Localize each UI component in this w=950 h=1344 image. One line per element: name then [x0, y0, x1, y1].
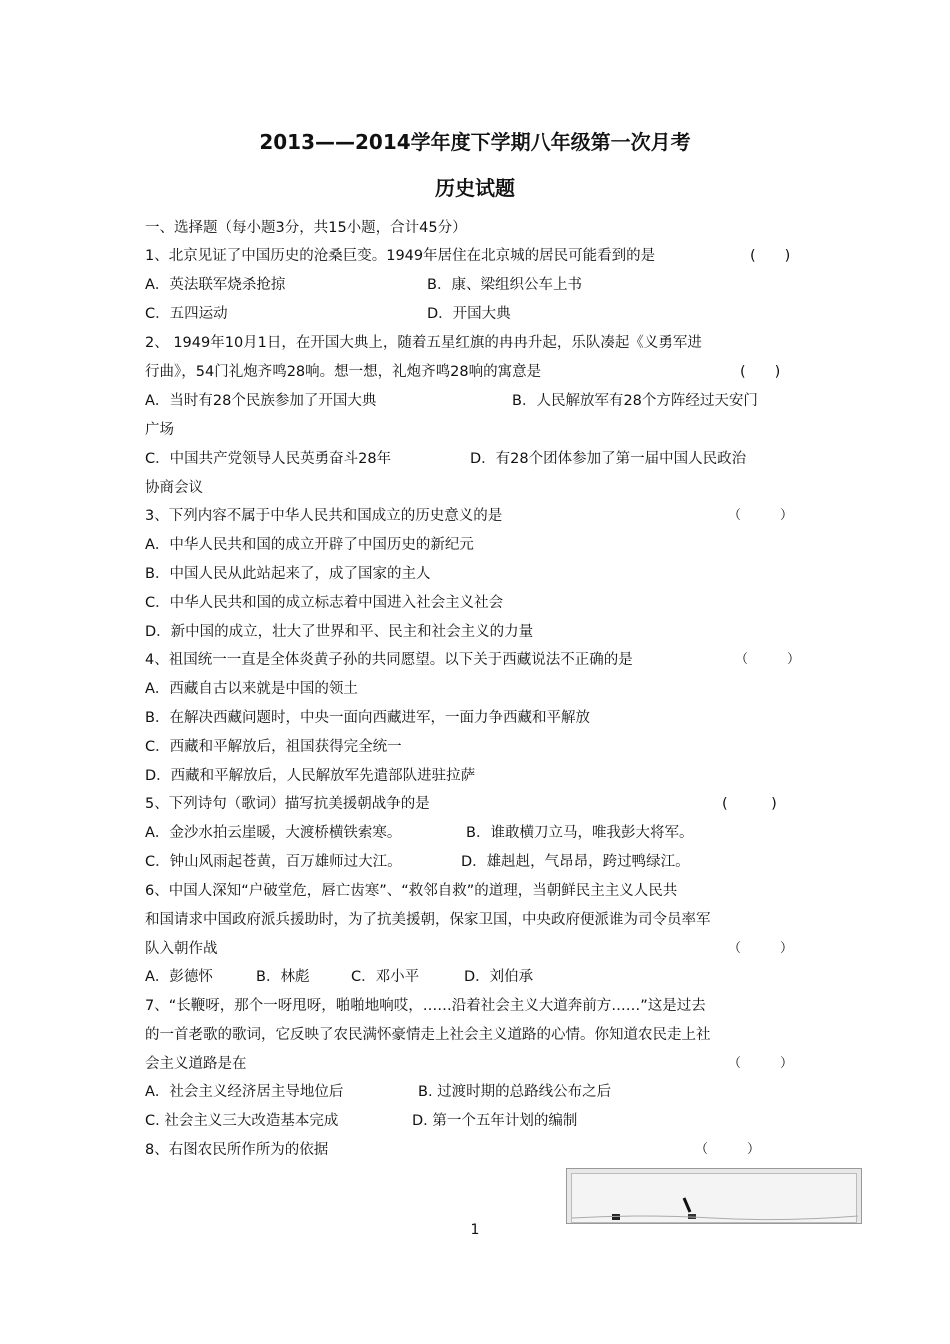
q4-option-a: A．西藏自古以来就是中国的领土	[145, 681, 358, 697]
exam-title-line1: 2013——2014学年度下学期八年级第一次月考	[259, 130, 691, 154]
q3-option-a: A．中华人民共和国的成立开辟了中国历史的新纪元	[145, 537, 474, 553]
q2-option-c: C．中国共产党领导人民英勇奋斗28年	[145, 451, 392, 467]
q7-stem-line2: 的一首老歌的歌词，它反映了农民满怀豪情走上社会主义道路的心情。你知道农民走上社	[145, 1027, 711, 1043]
q1-option-c: C．五四运动	[145, 306, 228, 322]
q4-option-c: C．西藏和平解放后，祖国获得完全统一	[145, 739, 402, 755]
q2-option-d: D．有28个团体参加了第一届中国人民政治	[470, 451, 747, 467]
q8-answer-paren: （ ）	[695, 1142, 761, 1157]
q2-stem-line2: 行曲》，54门礼炮齐鸣28响。想一想，礼炮齐鸣28响的寓意是	[145, 364, 542, 380]
q7-stem-line3: 会主义道路是在	[145, 1056, 247, 1072]
q1-option-a: A．英法联军烧杀抢掠	[145, 277, 286, 293]
section-heading: 一、选择题（每小题3分，共15小题，合计45分）	[145, 220, 467, 236]
exam-title-line2: 历史试题	[435, 176, 515, 200]
figure-stroke	[684, 1198, 690, 1212]
q2-option-b: B．人民解放军有28个方阵经过天安门	[512, 393, 758, 409]
q3-answer-paren: （ ）	[728, 508, 794, 523]
q4-stem: 4、祖国统一一直是全体炎黄子孙的共同愿望。以下关于西藏说法不正确的是	[145, 652, 633, 668]
q5-stem: 5、下列诗句（歌词）描写抗美援朝战争的是	[145, 796, 430, 812]
q5-option-c: C．钟山风雨起苍黄，百万雄师过大江。	[145, 854, 402, 870]
q6-option-a: A．彭德怀	[145, 969, 213, 985]
page-number: 1	[470, 1222, 480, 1238]
q4-answer-paren: （ ）	[735, 652, 801, 667]
q8-illustration	[566, 1168, 862, 1224]
q5-option-b: B．谁敢横刀立马，唯我彭大将军。	[466, 825, 694, 841]
q6-answer-paren: （ ）	[728, 941, 794, 956]
q3-option-c: C．中华人民共和国的成立标志着中国进入社会主义社会	[145, 595, 504, 611]
q7-option-c: C. 社会主义三大改造基本完成	[145, 1113, 339, 1129]
q7-option-b: B. 过渡时期的总路线公布之后	[418, 1084, 612, 1100]
q7-option-a: A．社会主义经济居主导地位后	[145, 1084, 344, 1100]
figure-figure-left	[612, 1214, 620, 1220]
q6-option-c: C．邓小平	[351, 969, 420, 985]
q7-stem-line1: 7、“长鞭呀，那个一呀甩呀，啪啪地响哎，……沿着社会主义大道奔前方……”这是过去	[145, 998, 706, 1014]
q6-stem-line2: 和国请求中国政府派兵援助时，为了抗美援朝，保家卫国，中央政府便派谁为司令员率军	[145, 912, 711, 928]
q7-option-d: D. 第一个五年计划的编制	[412, 1113, 578, 1129]
q2-option-b-cont: 广场	[145, 422, 174, 438]
q1-answer-paren: ( )	[750, 248, 791, 264]
q2-stem-line1: 2、 1949年10月1日，在开国大典上，随着五星红旗的冉冉升起，乐队凑起《义勇军进	[145, 335, 702, 351]
q2-option-a: A．当时有28个民族参加了开国大典	[145, 393, 377, 409]
q1-option-d: D．开国大典	[427, 306, 511, 322]
q2-option-d-cont: 协商会议	[145, 480, 203, 496]
q3-option-b: B．中国人民从此站起来了，成了国家的主人	[145, 566, 431, 582]
q7-answer-paren: （ ）	[728, 1056, 794, 1071]
q4-option-d: D．西藏和平解放后，人民解放军先遣部队进驻拉萨	[145, 768, 476, 784]
q5-option-a: A．金沙水拍云崖暖，大渡桥横铁索寒。	[145, 825, 402, 841]
q1-option-b: B．康、梁组织公车上书	[427, 277, 582, 293]
q8-illustration-sketch	[572, 1174, 858, 1224]
q6-stem-line3: 队入朝作战	[145, 941, 218, 957]
q3-option-d: D．新中国的成立，壮大了世界和平、民主和社会主义的力量	[145, 624, 534, 640]
q8-stem: 8、右图农民所作所为的依据	[145, 1142, 329, 1158]
q6-option-d: D．刘伯承	[464, 969, 534, 985]
q6-option-b: B．林彪	[256, 969, 310, 985]
q5-answer-paren: ( )	[722, 796, 777, 812]
q3-stem: 3、下列内容不属于中华人民共和国成立的历史意义的是	[145, 508, 503, 524]
q6-stem-line1: 6、中国人深知“户破堂危，唇亡齿寒”、“救邻自救”的道理，当朝鲜民主主义人民共	[145, 883, 678, 899]
q1-stem: 1、北京见证了中国历史的沧桑巨变。1949年居住在北京城的居民可能看到的是	[145, 248, 656, 264]
q2-answer-paren: ( )	[740, 364, 781, 380]
q4-option-b: B．在解决西藏问题时，中央一面向西藏进军，一面力争西藏和平解放	[145, 710, 590, 726]
q5-option-d: D．雄赳赳，气昂昂，跨过鸭绿江。	[461, 854, 690, 870]
q8-illustration-frame	[571, 1173, 857, 1223]
